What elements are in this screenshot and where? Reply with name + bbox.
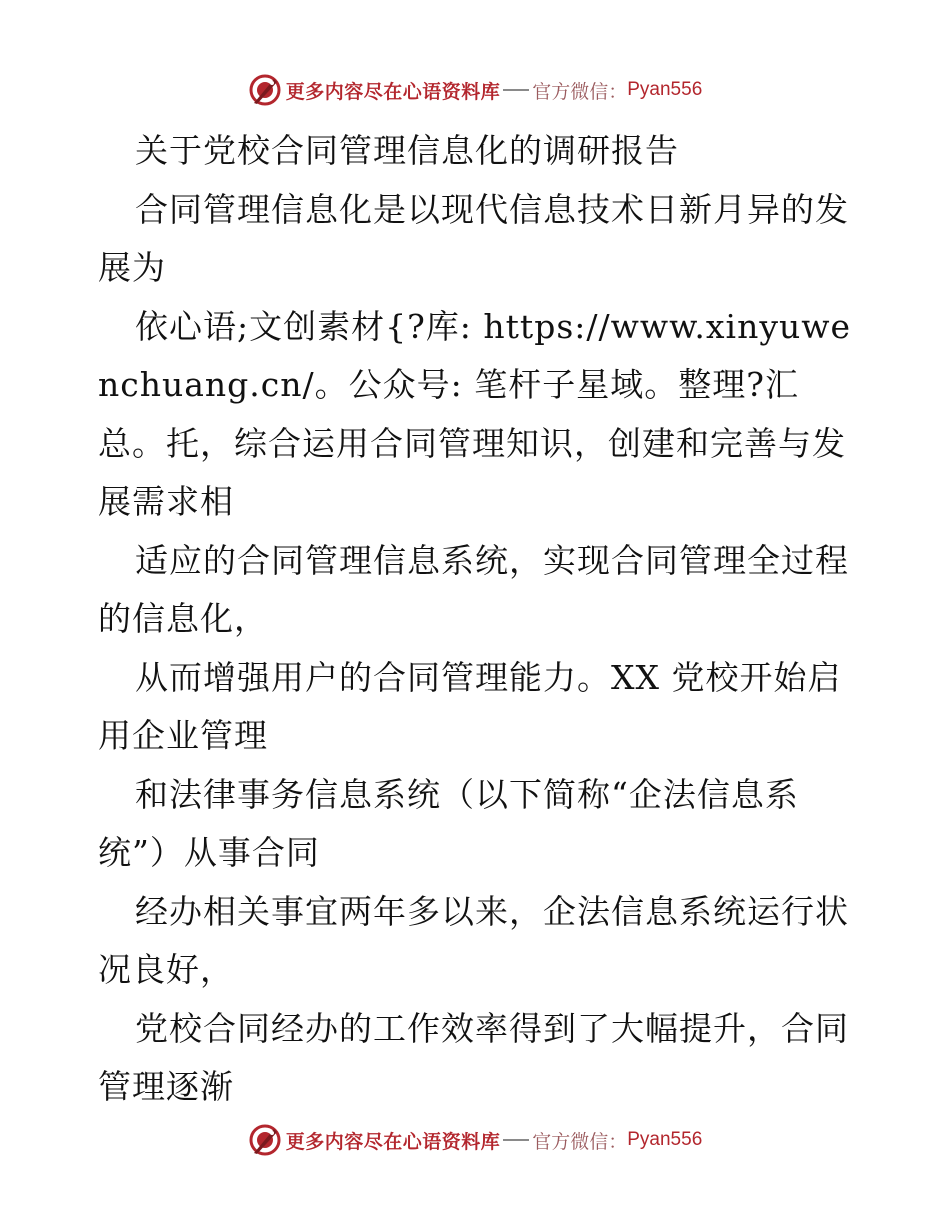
paragraph: 合同管理信息化是以现代信息技术日新月异的发展为 <box>98 189 849 287</box>
paragraph: 依心语;文创素材{?库: https://www.xinyuwenchuang.cn/。公众号: 笔杆子星域。整理?汇总。托，综合运用合同管理知识，创建和完善与发展需求相 <box>98 306 852 521</box>
paragraph: 从而增强用户的合同管理能力。XX 党校开始启用企业管理 <box>98 657 842 755</box>
paragraph: 党校合同经办的工作效率得到了大幅提升，合同管理逐渐 <box>98 1008 849 1106</box>
banner-dash <box>503 89 529 91</box>
banner-text: 更多内容尽在心语资料库 <box>285 80 501 103</box>
wechat-id: Pyan556 <box>627 1129 703 1150</box>
header-watermark-banner <box>0 70 950 110</box>
paragraph: 经办相关事宜两年多以来，企法信息系统运行状况良好， <box>98 891 849 989</box>
document-title: 关于党校合同管理信息化的调研报告 <box>135 131 679 170</box>
wechat-label: 官方微信： <box>532 1130 628 1153</box>
quill-seal-icon <box>248 1123 282 1157</box>
wechat-label: 官方微信： <box>532 80 628 103</box>
paragraph: 和法律事务信息系统（以下简称“企法信息系统”）从事合同 <box>98 774 799 872</box>
document-body <box>98 122 853 1117</box>
banner-text: 更多内容尽在心语资料库 <box>285 1130 501 1153</box>
quill-seal-icon <box>248 73 282 107</box>
banner-dash <box>503 1139 529 1141</box>
wechat-id: Pyan556 <box>627 79 703 100</box>
footer-watermark-banner <box>0 1120 950 1160</box>
paragraph: 适应的合同管理信息系统，实现合同管理全过程的信息化， <box>98 540 849 638</box>
